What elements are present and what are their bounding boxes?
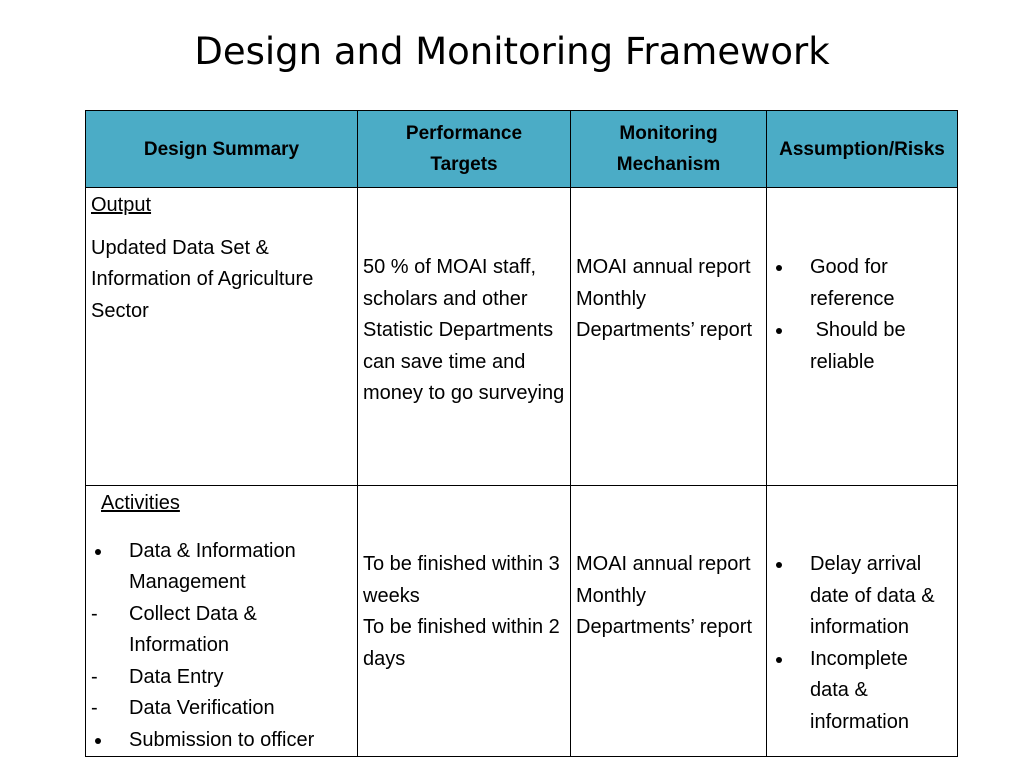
list-item [91,693,352,725]
header-monitoring-mechanism: Monitoring Mechanism [571,111,767,188]
risk-text: Should be reliable [810,319,912,373]
list-item [772,549,952,644]
output-monitoring-item: Monthly Departments’ report [576,287,752,341]
activities-risks-list [772,549,952,738]
activities-monitoring-item: Monthly Departments’ report [576,584,752,638]
header-row [86,111,958,188]
risk-text: Incomplete data & information [810,647,909,733]
activities-row [86,486,958,757]
activities-risks-cell [767,486,958,757]
list-item [91,662,352,694]
activity-text: Data Verification [129,697,275,719]
activities-list [91,536,352,757]
activities-performance-item: To be finished within 2 days [363,616,560,670]
activity-text: Submission to officer [129,728,315,751]
list-item [91,599,352,662]
output-design-summary: Updated Data Set & Information of Agriculture Sector [91,236,314,322]
activities-design-summary-cell [86,486,358,757]
framework-table [85,110,958,757]
output-row [86,188,958,486]
output-label: Output [91,194,152,216]
output-performance-targets: 50 % of MOAI staff, scholars and other Statistic Departments can save time and money to go surveying [363,256,565,404]
activity-text: Data & Information Management [129,539,296,593]
header-assumption-risks: Assumption/Risks [767,111,958,188]
dash-marker: - [91,665,98,688]
output-performance-cell [358,188,571,486]
activities-performance-item: To be finished within 3 weeks [363,553,560,607]
dash-marker: - [91,602,98,625]
output-design-summary-cell [86,188,358,486]
list-item [91,536,352,599]
output-risks-list [772,252,952,378]
dash-marker: - [91,697,98,719]
risk-text: Good for reference [810,256,895,310]
activity-text: Collect Data & Information [129,602,257,656]
activities-monitoring-item: MOAI annual report [576,553,751,575]
activities-monitoring-cell [571,486,767,757]
activities-performance-cell [358,486,571,757]
risk-text: Delay arrival date of data & information [810,553,935,638]
activities-label: Activities [101,492,180,514]
output-risks-cell [767,188,958,486]
list-item [91,725,352,757]
list-item [772,252,952,315]
output-monitoring-cell [571,188,767,486]
list-item [772,315,952,378]
activity-text: Data Entry [129,665,224,688]
slide-title: Design and Monitoring Framework [194,30,830,73]
list-item [772,644,952,739]
output-monitoring-item: MOAI annual report [576,256,751,278]
header-design-summary: Design Summary [86,111,358,188]
header-performance-targets: Performance Targets [358,111,571,188]
